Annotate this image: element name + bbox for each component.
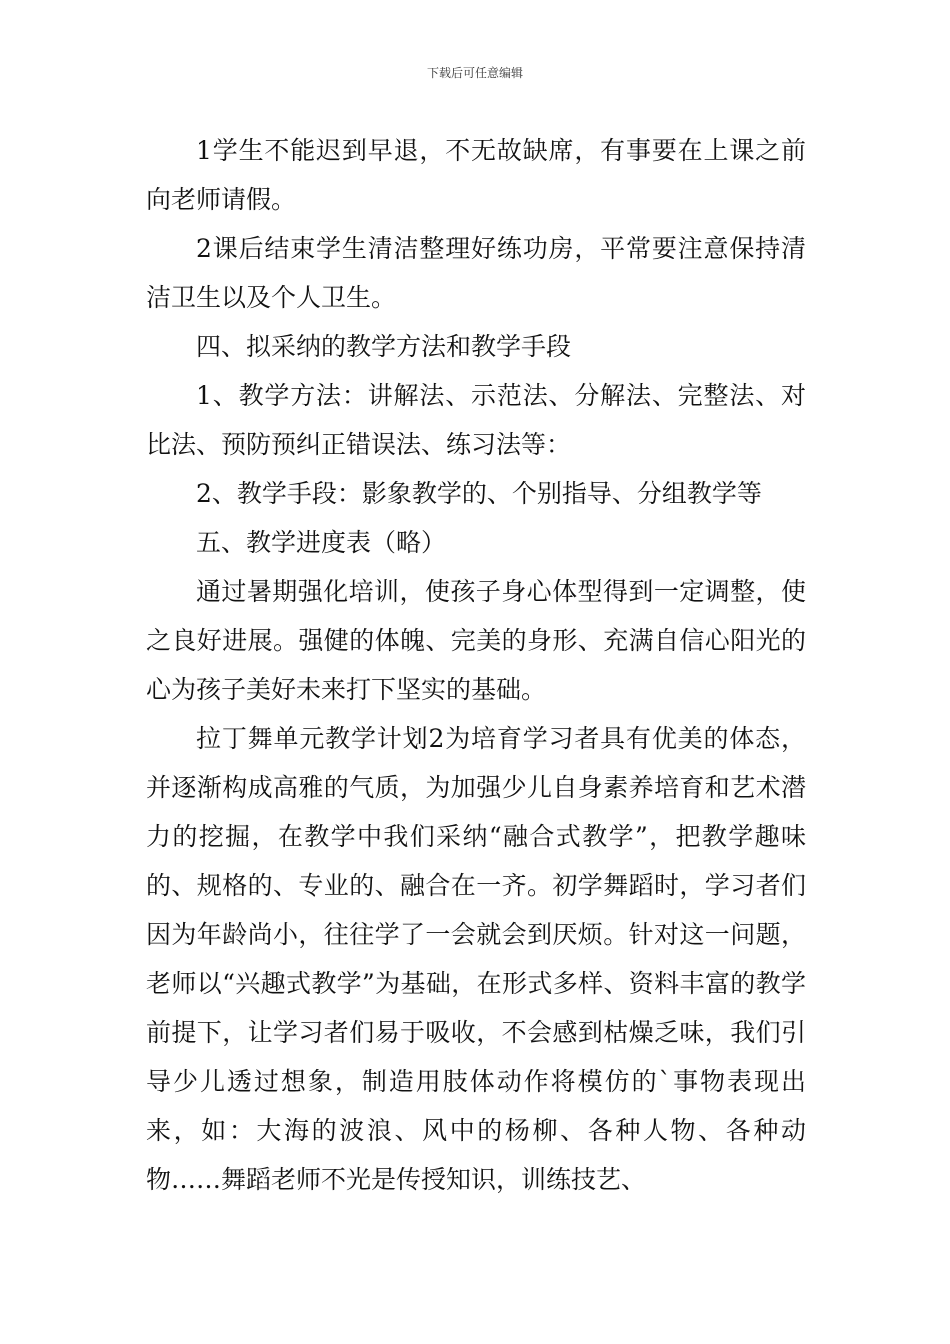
- paragraph-cleaning-rule: 2课后结束学生清洁整理好练功房，平常要注意保持清洁卫生以及个人卫生。: [146, 234, 806, 312]
- paragraph-summer-training: 通过暑期强化培训，使孩子身心体型得到一定调整，使之良好进展。强健的体魄、完美的身形、充满自信心阳光的心为孩子美好未来打下坚实的基础。: [146, 577, 806, 704]
- paragraph-teaching-methods: 1、教学方法：讲解法、示范法、分解法、完整法、对比法、预防预纠正错误法、练习法等：: [146, 381, 806, 459]
- section-heading-schedule: 五、教学进度表（略）: [196, 528, 447, 557]
- section-heading-methods: 四、拟采纳的教学方法和教学手段: [196, 332, 572, 361]
- paragraph-latin-dance-plan: 拉丁舞单元教学计划2为培育学习者具有优美的体态，并逐渐构成高雅的气质，为加强少儿自身素养培育和艺术潜力的挖掘，在教学中我们采纳“融合式教学”，把教学趣味的、规格的、专业的、融合在一齐。初学舞蹈时，学习者们因为年龄尚小，往往学了一会就会到厌烦。针对这一问题，老师以“兴趣式教学”为基础，在形式多样、资料丰富的教学前提下，让学习者们易于吸收，不会感到枯燥乏味，我们引导少儿透过想象，制造用肢体动作将模仿的`事物表现出来，如：大海的波浪、风中的杨柳、各种人物、各种动物……舞蹈老师不光是传授知识，训练技艺、: [146, 724, 806, 1194]
- paragraph-attendance-rule: 1学生不能迟到早退，不无故缺席，有事要在上课之前向老师请假。: [146, 136, 806, 214]
- paragraph-teaching-means: 2、教学手段：影象教学的、个别指导、分组教学等: [196, 479, 762, 508]
- document-body: [146, 126, 806, 1204]
- page-header: 下载后可任意编辑: [426, 66, 523, 80]
